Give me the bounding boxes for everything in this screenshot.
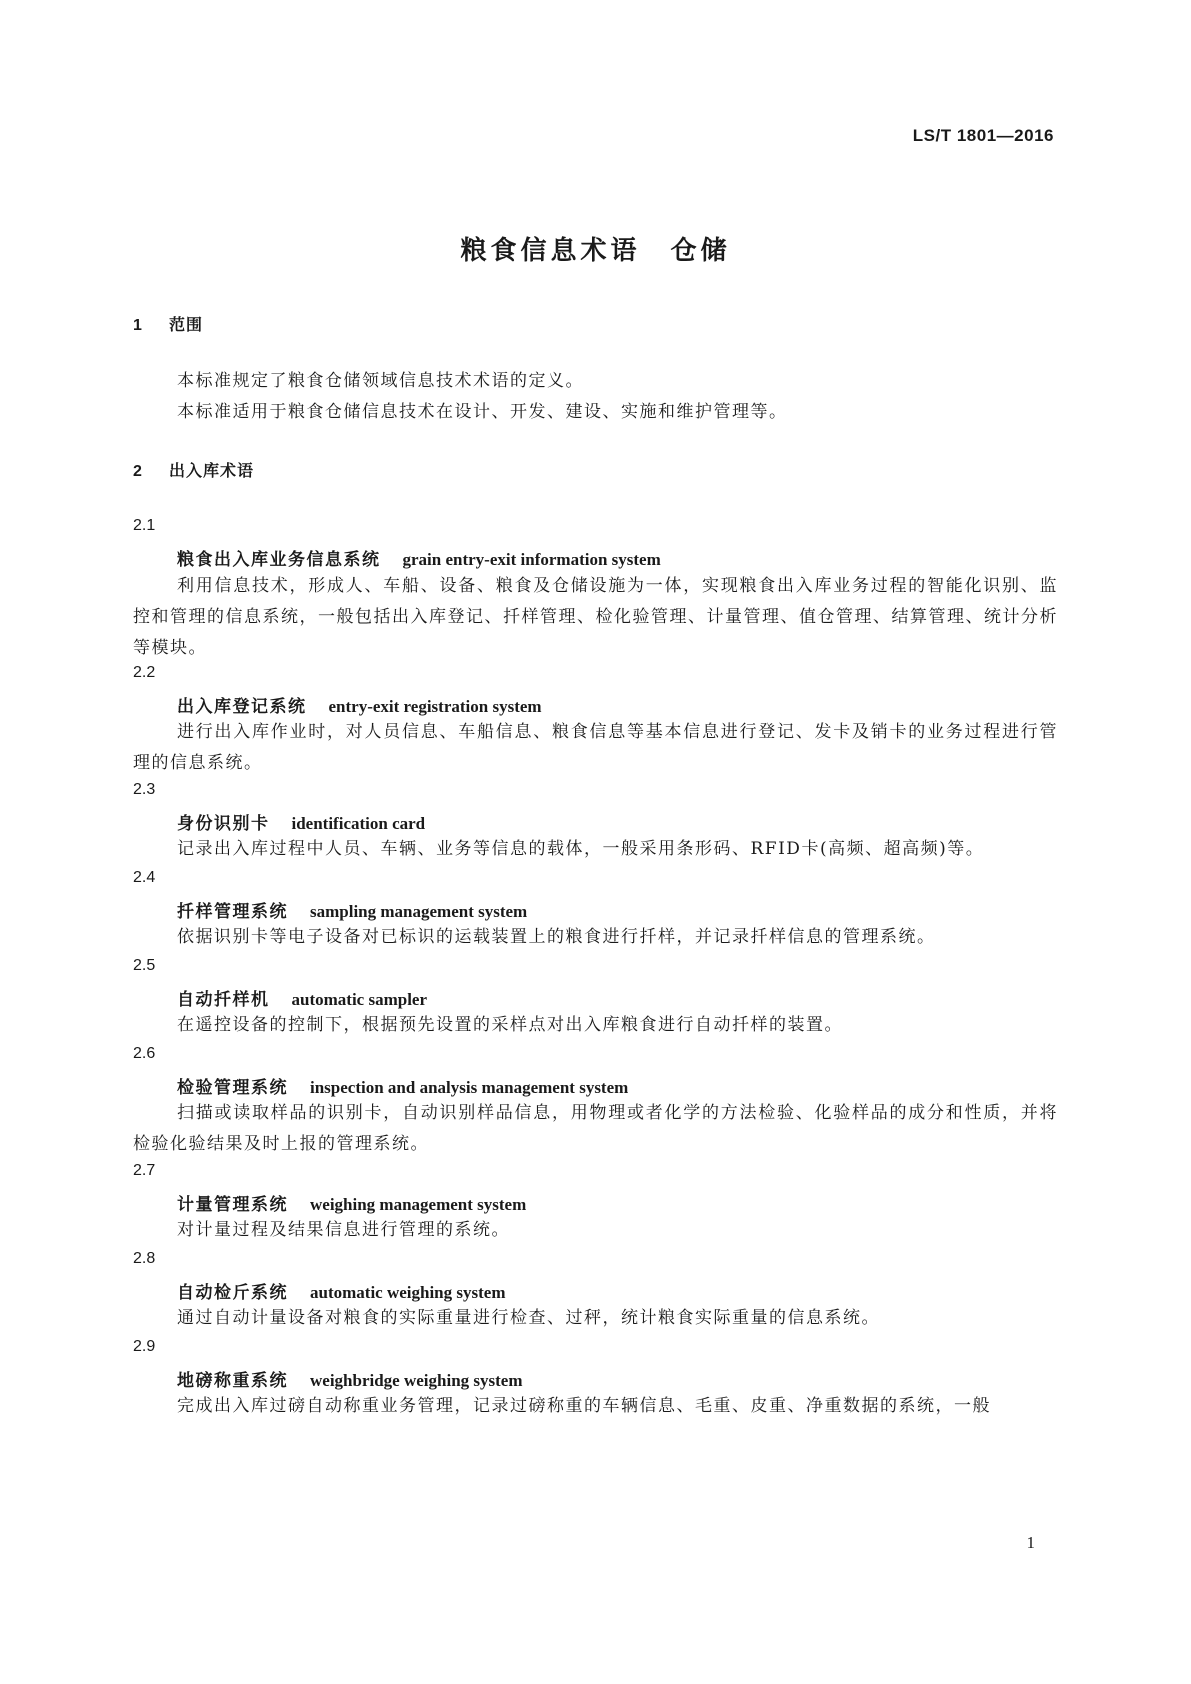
term-name-en: weighbridge weighing system [310,1371,523,1390]
term-number: 2.4 [133,869,156,886]
term-name [177,809,425,834]
term-definition: 记录出入库过程中人员、车辆、业务等信息的载体，一般采用条形码、RFID卡(高频、超高频)等。 [177,839,985,859]
term-name-en: identification card [291,814,426,833]
document-title: 粮食信息术语 仓储 [460,236,731,266]
term-name-en: grain entry-exit information system [402,550,661,569]
term-name [177,1366,523,1391]
term-name [177,1190,526,1215]
term-name-zh: 身份识别卡 [177,814,270,834]
term-number: 2.6 [133,1045,156,1062]
term-name-zh: 自动检斤系统 [177,1283,288,1303]
term-name-zh: 粮食出入库业务信息系统 [177,550,381,570]
term-name-en: sampling management system [310,902,528,921]
term-name [177,545,661,570]
term-name [177,1278,505,1303]
term-definition: 扫描或读取样品的识别卡，自动识别样品信息，用物理或者化学的方法检验、化验样品的成分和性质，并将检验化验结果及时上报的管理系统。 [133,1103,1058,1154]
term-name-en: automatic sampler [291,990,428,1009]
term-name [177,985,427,1010]
term-number: 2.2 [133,664,156,681]
term-number: 2.3 [133,781,156,798]
term-definition: 利用信息技术，形成人、车船、设备、粮食及仓储设施为一体，实现粮食出入库业务过程的智能化识别、监控和管理的信息系统，一般包括出入库登记、扦样管理、检化验管理、计量管理、值仓管理、结算管理、统计分析等模块。 [133,576,1058,658]
term-number: 2.1 [133,517,156,534]
standard-code: LS/T 1801—2016 [912,126,1054,145]
term-definition: 进行出入库作业时，对人员信息、车船信息、粮食信息等基本信息进行登记、发卡及销卡的业务过程进行管理的信息系统。 [133,722,1058,773]
term-name-en: automatic weighing system [310,1283,506,1302]
term-name-zh: 自动扦样机 [177,990,270,1010]
term-name-en: weighing management system [310,1195,527,1214]
term-number: 2.8 [133,1250,156,1267]
page-number: 1 [1026,1533,1035,1552]
section-number: 2 [133,463,143,480]
term-definition: 完成出入库过磅自动称重业务管理，记录过磅称重的车辆信息、毛重、皮重、净重数据的系统，一般 [177,1396,991,1416]
term-definition: 对计量过程及结果信息进行管理的系统。 [177,1220,510,1240]
term-name-en: entry-exit registration system [328,697,542,716]
section-heading-scope [133,312,203,335]
term-name-zh: 计量管理系统 [177,1195,288,1215]
term-name [177,692,542,717]
term-name-zh: 出入库登记系统 [177,697,307,717]
scope-paragraph: 本标准适用于粮食仓储信息技术在设计、开发、建设、实施和维护管理等。 [177,402,788,422]
section-title: 范围 [169,315,204,334]
term-name [177,897,527,922]
term-definition: 通过自动计量设备对粮食的实际重量进行检查、过秤，统计粮食实际重量的信息系统。 [177,1308,880,1328]
term-name-zh: 地磅称重系统 [177,1371,288,1391]
term-number: 2.9 [133,1338,156,1355]
term-name-zh: 扦样管理系统 [177,902,288,922]
section-number: 1 [133,317,143,334]
scope-paragraph: 本标准规定了粮食仓储领域信息技术术语的定义。 [177,371,584,391]
term-number: 2.5 [133,957,156,974]
section-heading-entry-exit-terms [133,458,254,481]
term-name [177,1073,628,1098]
term-definition: 依据识别卡等电子设备对已标识的运载装置上的粮食进行扦样，并记录扦样信息的管理系统。 [177,927,936,947]
section-title: 出入库术语 [169,461,255,480]
term-number: 2.7 [133,1162,156,1179]
term-name-en: inspection and analysis management system [310,1078,629,1097]
term-name-zh: 检验管理系统 [177,1078,288,1098]
term-definition: 在遥控设备的控制下，根据预先设置的采样点对出入库粮食进行自动扦样的装置。 [177,1015,843,1035]
